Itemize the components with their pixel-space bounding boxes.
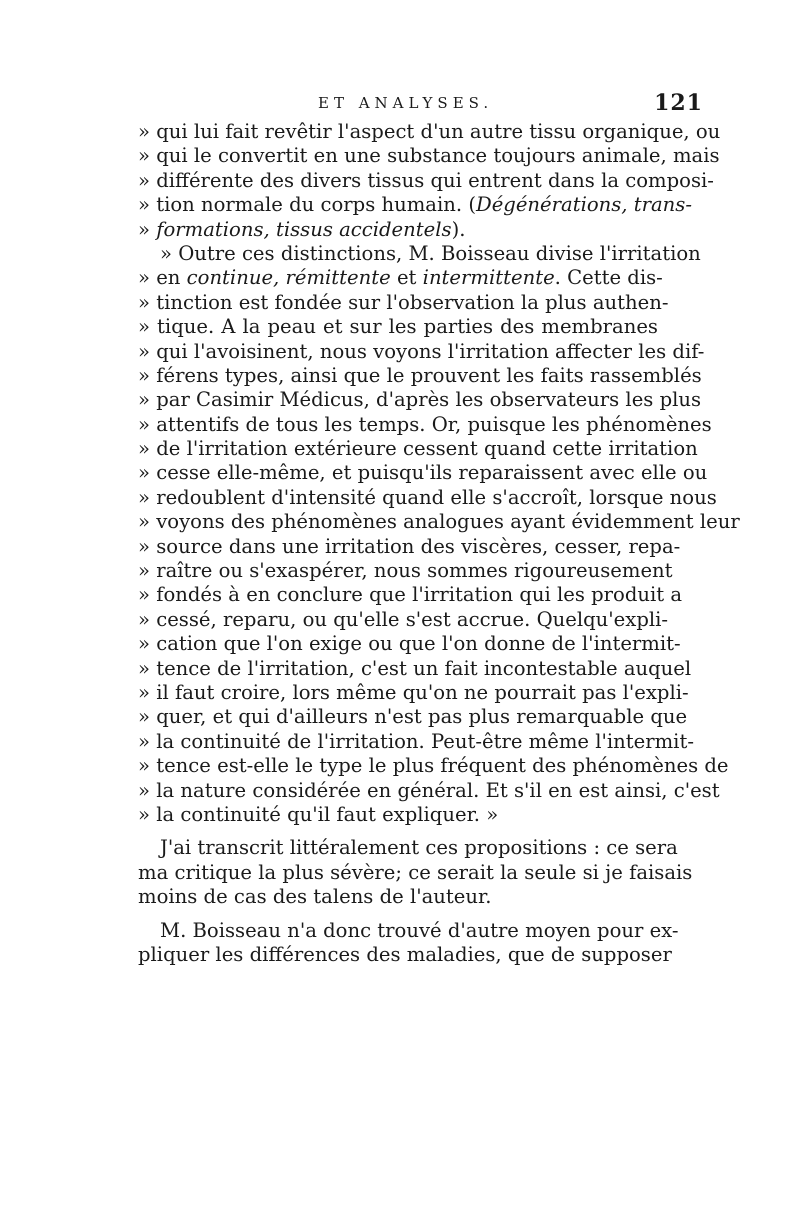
text-line: » qui l'avoisinent, nous voyons l'irritation affecter les dif- xyxy=(138,339,705,363)
text-span: et xyxy=(390,266,423,290)
text-line: » tique. A la peau et sur les parties des membranes xyxy=(138,315,658,339)
paragraph-1 xyxy=(138,120,721,242)
italic-span: Dégénérations, trans- xyxy=(475,193,692,217)
text-span: » en xyxy=(138,266,187,290)
text-line: » la continuité qu'il faut expliquer. » xyxy=(138,802,499,826)
text-line: » de l'irritation extérieure cessent quand cette irritation xyxy=(138,437,698,461)
text-line xyxy=(138,218,658,242)
text-line: » raître ou s'exaspérer, nous sommes rigoureusement xyxy=(138,559,673,583)
text-line: » qui lui fait revêtir l'aspect d'un autre tissu organique, ou xyxy=(138,120,721,143)
text-line: moins de cas des talens de l'auteur. xyxy=(138,885,492,909)
running-title: ET ANALYSES. xyxy=(318,94,494,112)
paragraph-4 xyxy=(138,918,679,968)
text-line: » attentifs de tous les temps. Or, puisque les phénomènes xyxy=(138,412,712,436)
italic-span: continue, rémittente xyxy=(186,266,391,290)
text-line: » tence est-elle le type le plus fréquent des phénomènes de xyxy=(138,754,729,778)
paragraph-3 xyxy=(138,836,693,909)
text-line: » quer, et qui d'ailleurs n'est pas plus remarquable que xyxy=(138,705,688,729)
text-line: » fondés à en conclure que l'irritation qui les produit a xyxy=(138,583,683,607)
text-span: . Cette dis- xyxy=(554,266,663,290)
text-line: » différente des divers tissus qui entrent dans la composi- xyxy=(138,168,714,192)
italic-span: formations, tissus accidentels xyxy=(156,217,452,241)
text-line: » qui le convertit en une substance toujours animale, mais xyxy=(138,144,720,168)
text-span: » tion normale du corps humain. ( xyxy=(138,193,476,217)
text-line: » la continuité de l'irritation. Peut-être même l'intermit- xyxy=(138,729,694,753)
text-span: ). xyxy=(451,217,466,241)
text-line: » tence de l'irritation, c'est un fait incontestable auquel xyxy=(138,656,692,680)
body-text xyxy=(138,120,740,967)
text-span: » xyxy=(138,217,157,241)
text-line: » cation que l'on exige ou que l'on donne de l'intermit- xyxy=(138,632,681,656)
text-line: » source dans une irritation des viscères, cesser, repa- xyxy=(138,534,681,558)
text-line: » voyons des phénomènes analogues ayant évidemment leur xyxy=(138,510,740,534)
text-line: ma critique la plus sévère; ce serait la seule si je faisais xyxy=(138,860,693,884)
text-line: » il faut croire, lors même qu'on ne pourrait pas l'expli- xyxy=(138,680,689,704)
page-header xyxy=(318,90,703,120)
text-line: » tinction est fondée sur l'observation la plus authen- xyxy=(138,290,669,314)
text-line: J'ai transcrit littéralement ces propositions : ce sera xyxy=(160,836,678,860)
paragraph-2 xyxy=(138,241,740,827)
text-line: » cesse elle-même, et puisqu'ils reparaissent avec elle ou xyxy=(138,461,708,485)
text-line: » la nature considérée en général. Et s'il en est ainsi, c'est xyxy=(138,778,720,802)
text-line: » Outre ces distinctions, M. Boisseau divise l'irritation xyxy=(160,241,701,265)
page-number: 121 xyxy=(654,90,703,116)
text-line: pliquer les différences des maladies, que de supposer xyxy=(138,942,672,966)
text-line: » cessé, reparu, ou qu'elle s'est accrue. Quelqu'expli- xyxy=(138,607,669,631)
text-line: » redoublent d'intensité quand elle s'accroît, lorsque nous xyxy=(138,485,717,509)
text-line xyxy=(138,266,663,290)
text-line: » par Casimir Médicus, d'après les observateurs les plus xyxy=(138,388,702,412)
text-line xyxy=(138,193,692,217)
text-line: » férens types, ainsi que le prouvent les faits rassemblés xyxy=(138,363,702,387)
italic-span: intermittente xyxy=(422,266,555,290)
text-line: M. Boisseau n'a donc trouvé d'autre moyen pour ex- xyxy=(160,918,679,942)
